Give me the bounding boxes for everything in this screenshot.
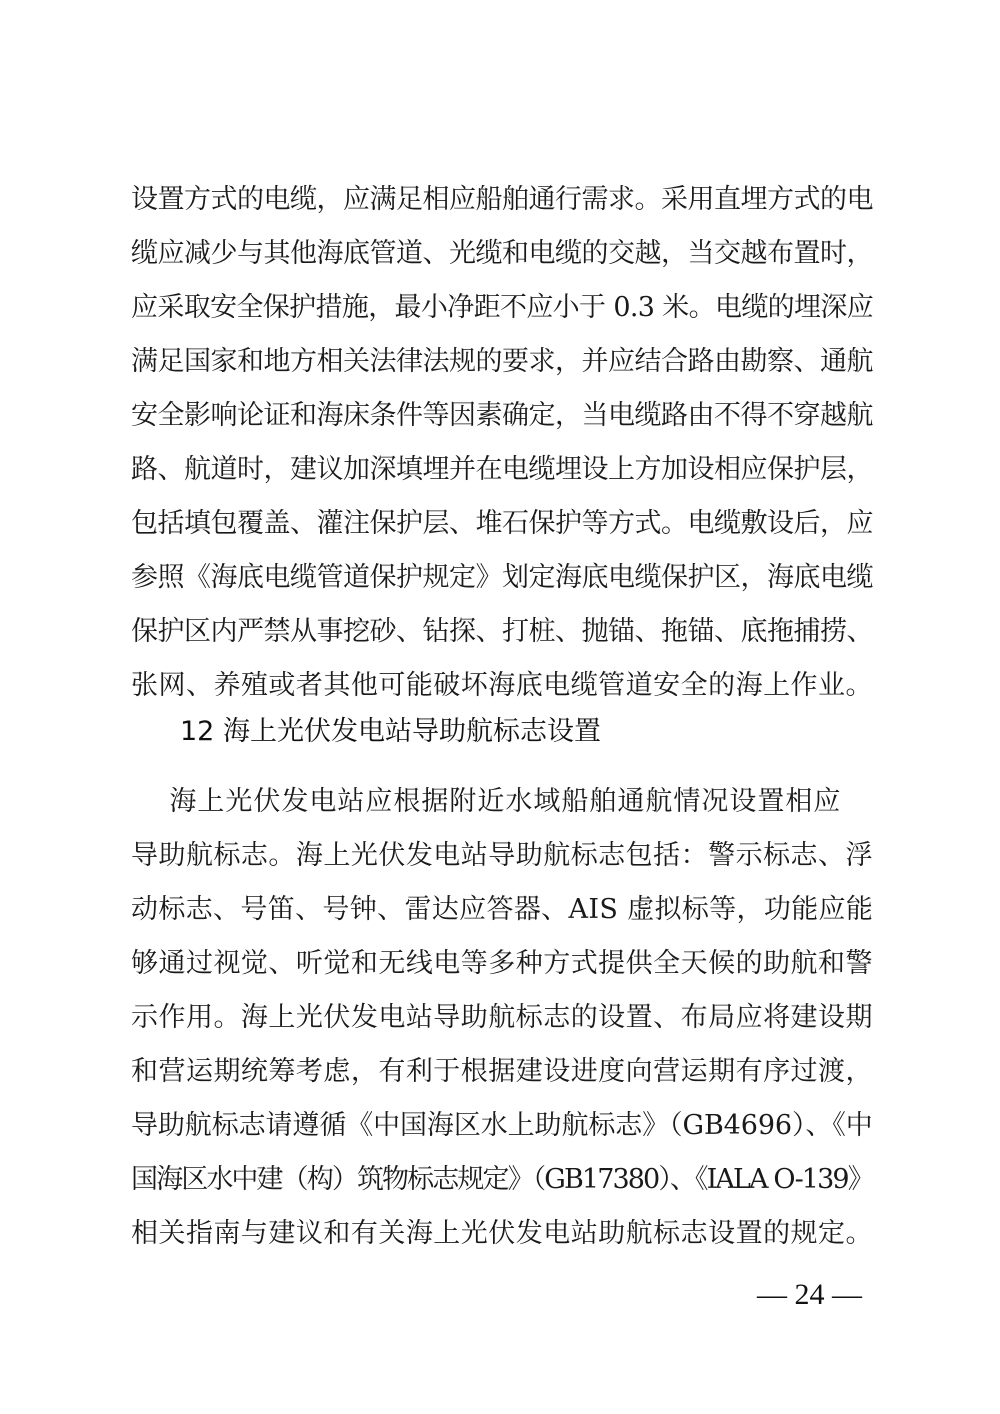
paragraph-line: 满足国家和地方相关法律法规的要求，并应结合路由勘察、通航 [131,346,873,377]
page-number: — 24 — [757,1278,862,1311]
paragraph-line: 相关指南与建议和有关海上光伏发电站助航标志设置的规定。 [131,1218,873,1249]
paragraph-line: 保护区内严禁从事挖砂、钻探、打桩、抛锚、拖锚、底拖捕捞、 [131,616,873,647]
paragraph-line: 包括填包覆盖、灌注保护层、堆石保护等方式。电缆敷设后，应 [131,508,873,539]
paragraph-line: 参照《海底电缆管道保护规定》划定海底电缆保护区，海底电缆 [131,562,873,593]
paragraph-line: 设置方式的电缆，应满足相应船舶通行需求。采用直埋方式的电 [131,184,873,215]
section-12-heading: 12 海上光伏发电站导助航标志设置 [180,716,601,747]
paragraph-line: 示作用。海上光伏发电站导助航标志的设置、布局应将建设期 [131,1002,873,1033]
paragraph-line: 和营运期统筹考虑，有利于根据建设进度向营运期有序过渡， [131,1056,873,1087]
paragraph-line: 安全影响论证和海床条件等因素确定，当电缆路由不得不穿越航 [131,400,873,431]
paragraph-line: 海上光伏发电站应根据附近水域船舶通航情况设置相应 [131,786,842,817]
paragraph-line: 路、航道时，建议加深填埋并在电缆埋设上方加设相应保护层， [131,454,873,485]
paragraph-line: 够通过视觉、听觉和无线电等多种方式提供全天候的助航和警 [131,948,873,979]
paragraph-line: 国海区水中建（构）筑物标志规定》（GB17380）、《IALA O-139》 [131,1164,873,1195]
paragraph-line: 动标志、号笛、号钟、雷达应答器、AIS 虚拟标等，功能应能 [131,894,874,925]
paragraph-line: 应采取安全保护措施，最小净距不应小于 0.3 米。电缆的埋深应 [131,292,874,323]
paragraph-line: 导助航标志。海上光伏发电站导助航标志包括：警示标志、浮 [131,840,873,871]
paragraph-line: 张网、养殖或者其他可能破坏海底电缆管道安全的海上作业。 [131,670,873,701]
paragraph-line: 缆应减少与其他海底管道、光缆和电缆的交越，当交越布置时， [131,238,873,269]
paragraph-line: 导助航标志请遵循《中国海区水上助航标志》（GB4696）、《中 [131,1110,873,1141]
